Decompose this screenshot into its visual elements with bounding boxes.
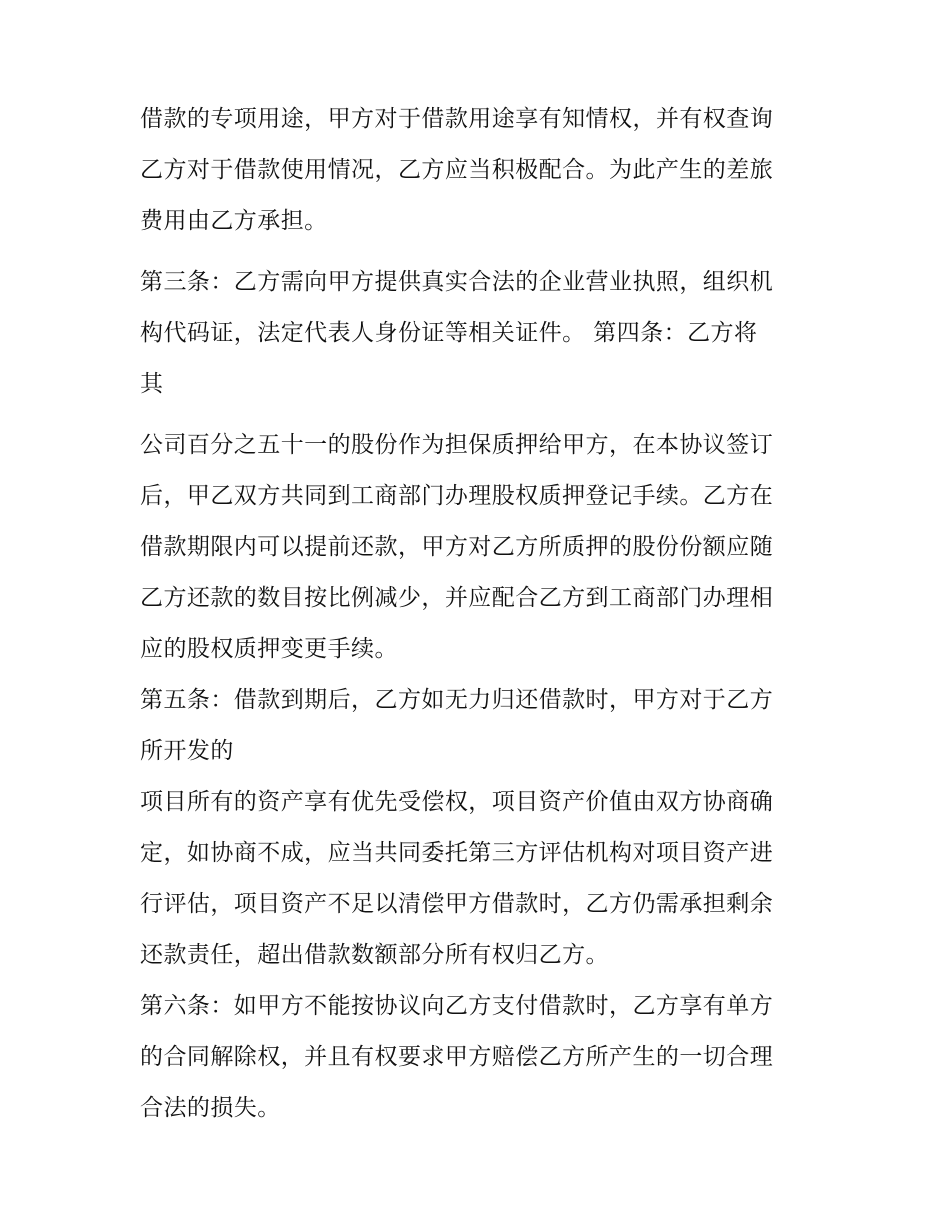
text-line: 的合同解除权，并且有权要求甲方赔偿乙方所产生的一切合理 — [140, 1044, 774, 1070]
text-line: 其 — [140, 371, 164, 397]
text-line: 第五条：借款到期后，乙方如无力归还借款时，甲方对于乙方 — [140, 687, 774, 713]
text-line: 第三条：乙方需向甲方提供真实合法的企业营业执照，组织机 — [140, 269, 774, 295]
text-line: 行评估，项目资产不足以清偿甲方借款时，乙方仍需承担剩余 — [140, 891, 774, 917]
text-line: 乙方还款的数目按比例减少，并应配合乙方到工商部门办理相 — [140, 585, 774, 611]
text-line: 应的股权质押变更手续。 — [140, 636, 398, 662]
text-line: 还款责任，超出借款数额部分所有权归乙方。 — [140, 942, 609, 968]
text-line: 费用由乙方承担。 — [140, 208, 328, 234]
text-line: 后，甲乙双方共同到工商部门办理股权质押登记手续。乙方在 — [140, 483, 774, 509]
text-line: 项目所有的资产享有优先受偿权，项目资产价值由双方协商确 — [140, 789, 774, 815]
text-line: 定，如协商不成，应当共同委托第三方评估机构对项目资产进 — [140, 840, 774, 866]
text-line: 第六条：如甲方不能按协议向乙方支付借款时，乙方享有单方 — [140, 993, 774, 1019]
text-line: 借款期限内可以提前还款，甲方对乙方所质押的股份份额应随 — [140, 534, 774, 560]
text-line: 乙方对于借款使用情况，乙方应当积极配合。为此产生的差旅 — [140, 157, 774, 183]
text-line: 构代码证，法定代表人身份证等相关证件。 第四条：乙方将 — [140, 320, 758, 346]
text-line: 公司百分之五十一的股份作为担保质押给甲方，在本协议签订 — [140, 432, 774, 458]
text-line: 合法的损失。 — [140, 1095, 281, 1121]
text-line: 借款的专项用途，甲方对于借款用途享有知情权，并有权查询 — [140, 106, 774, 132]
text-line: 所开发的 — [140, 738, 234, 764]
